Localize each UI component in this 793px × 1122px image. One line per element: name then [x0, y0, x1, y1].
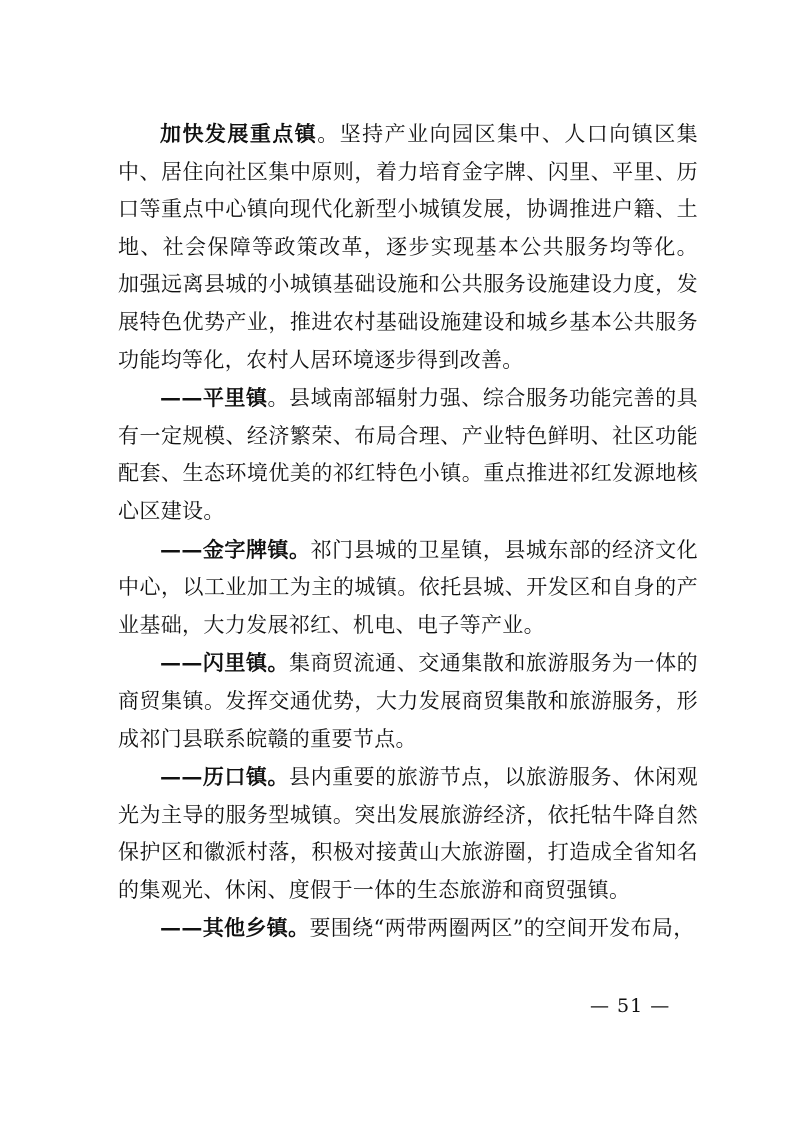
paragraph-lead: 加快发展重点镇 — [160, 121, 318, 146]
body-text — [118, 115, 698, 948]
page-number: — 51 — — [590, 995, 671, 1017]
paragraph-lead: ——平里镇 — [160, 385, 268, 411]
paragraph-text: 。坚持产业向园区集中、人口向镇区集中、居住向社区集中原则，着力培育金字牌、闪里、平里、历口等重点中心镇向现代化新型小城镇发展，协调推进户籍、土地、社会保障等政策改革，逐步实现基本公共服务均等化。 加强远离县城的小城镇基础设施和公共服务设施建设力度，发展特色优势产业，推进农村基础设施建设和城乡基本公共服务功能均等化，农村人居环境逐步得到改善。 — [118, 122, 699, 372]
paragraph-text: 县内重要的旅游节点，以旅游服务、休闲观光为主导的服务型城镇。突出发展旅游经济，依托牯牛降自然保护区和徽派村落，积极对接黄山大旅游圈，打造成全省知名的集观光、休闲、度假于一体的生态旅游和商贸强镇。 — [118, 765, 698, 902]
paragraph-lead: ——历口镇。 — [160, 764, 290, 790]
paragraph-shanli — [118, 644, 698, 758]
paragraph-jinzipai — [118, 531, 698, 645]
paragraph-key-towns — [118, 115, 698, 379]
paragraph-likou — [118, 758, 698, 909]
paragraph-text: 集商贸流通、交通集散和旅游服务为一体的商贸集镇。发挥交通优势，大力发展商贸集散和旅游服务，形成祁门县联系皖赣的重要节点。 — [118, 651, 698, 751]
paragraph-text: 祁门县城的卫星镇，县城东部的经济文化中心，以工业加工为主的城镇。依托县城、开发区和自身的产业基础，大力发展祁红、机电、电子等产业。 — [118, 537, 698, 637]
paragraph-lead: ——闪里镇。 — [160, 650, 290, 676]
paragraph-lead: ——金字牌镇。 — [160, 536, 311, 562]
paragraph-pingli — [118, 379, 698, 530]
paragraph-text: 要围绕“两带两圈两区”的空间开发布局， — [309, 916, 695, 941]
paragraph-text: 。县域南部辐射力强、综合服务功能完善的具有一定规模、经济繁荣、布局合理、产业特色鲜明、社区功能配套、生态环境优美的祁红特色小镇。重点推进祁红发源地核心区建设。 — [118, 386, 699, 523]
paragraph-other-towns — [118, 909, 698, 948]
paragraph-lead: ——其他乡镇。 — [160, 915, 310, 941]
